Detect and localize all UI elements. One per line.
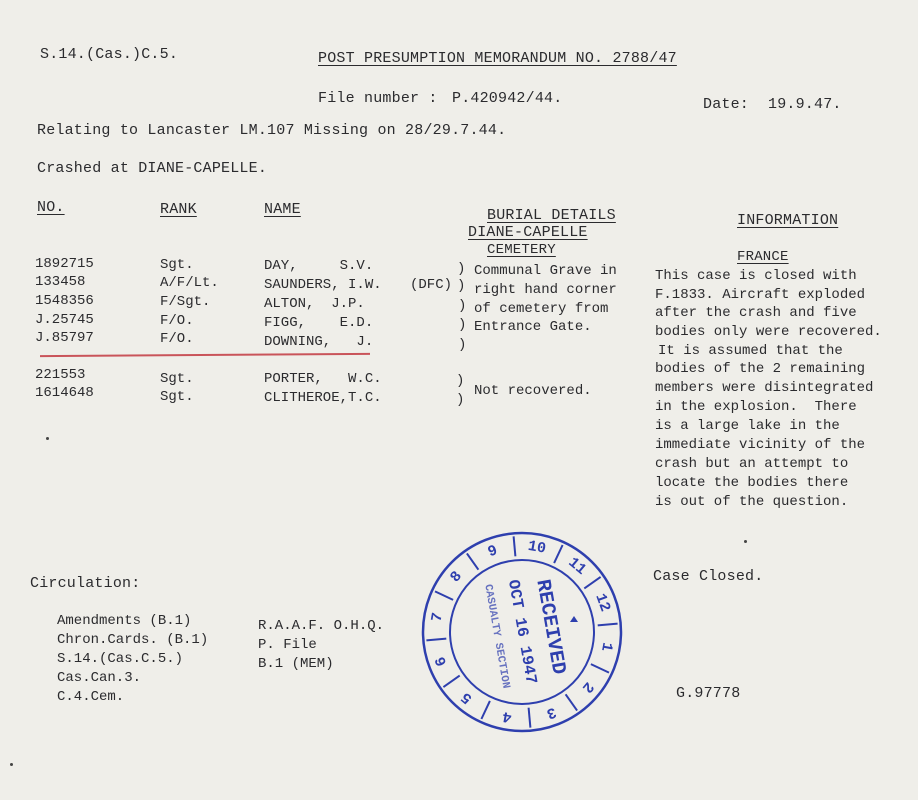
column-heading-name: NAME xyxy=(264,201,301,218)
burial-cemetery-heading: CEMETERY xyxy=(487,242,556,258)
crew-number: J.85797 xyxy=(35,330,94,346)
stamp-divider xyxy=(591,664,609,673)
brace-mark: ) xyxy=(457,278,466,294)
received-stamp xyxy=(420,530,624,734)
circulation-entry: S.14.(Cas.C.5.) xyxy=(57,651,184,667)
brace-mark: ) xyxy=(456,392,465,408)
crew-rank: Sgt. xyxy=(160,389,194,405)
crew-name: FIGG, E.D. xyxy=(264,315,374,331)
crew-name: DOWNING, J. xyxy=(264,334,374,350)
information-line: crash but an attempt to xyxy=(655,456,849,472)
stamp-section: CASUALTY SECTION xyxy=(481,583,512,690)
brace-mark: ) xyxy=(458,337,467,353)
stamp-divider xyxy=(514,536,516,556)
information-line: It is assumed that the xyxy=(658,343,843,359)
crew-name: SAUNDERS, I.W. xyxy=(264,277,382,293)
stamp-hour-numeral: 5 xyxy=(458,688,476,707)
stamp-hour-numeral: 12 xyxy=(591,591,614,615)
information-line: members were disintegrated xyxy=(655,380,874,396)
brace-mark: ) xyxy=(456,373,465,389)
stamp-hour-numeral: 2 xyxy=(578,678,597,696)
stamp-pointer-icon xyxy=(570,616,578,622)
stamp-hour-numeral: 6 xyxy=(432,654,452,669)
date-value: 19.9.47. xyxy=(768,96,842,113)
brace-mark: ) xyxy=(458,317,467,333)
stamp-divider xyxy=(554,545,563,563)
memo-title: POST PRESUMPTION MEMORANDUM NO. 2788/47 xyxy=(318,50,677,67)
information-line: locate the bodies there xyxy=(655,475,849,491)
crew-number: 221553 xyxy=(35,367,86,383)
brace-mark: ) xyxy=(457,261,466,277)
stamp-divider xyxy=(598,624,618,626)
column-heading-burial: BURIAL DETAILS xyxy=(487,207,616,224)
crew-rank: F/O. xyxy=(160,331,194,347)
circulation-entry: B.1 (MEM) xyxy=(258,656,334,672)
crew-number: 1892715 xyxy=(35,256,94,272)
stamp-divider xyxy=(443,676,459,688)
file-number: P.420942/44. xyxy=(452,90,563,107)
column-heading-no: NO. xyxy=(37,199,65,216)
file-number-label: File number : xyxy=(318,90,438,107)
crew-name: ALTON, J.P. xyxy=(264,296,365,312)
speck-mark xyxy=(744,540,747,543)
circulation-entry: Cas.Can.3. xyxy=(57,670,142,686)
stamp-hour-numeral: 3 xyxy=(544,702,559,722)
reference-code: S.14.(Cas.)C.5. xyxy=(40,46,179,63)
stamp-hour-numeral: 10 xyxy=(526,537,548,558)
crew-number: 1548356 xyxy=(35,293,94,309)
stamp-divider xyxy=(467,553,479,569)
circulation-entry: Amendments (B.1) xyxy=(57,613,192,629)
stamp-divider xyxy=(529,708,531,728)
stamp-divider xyxy=(481,701,490,719)
stamp-hour-numeral: 11 xyxy=(564,554,590,579)
stamp-received-word: RECEIVED xyxy=(530,577,570,677)
column-heading-information: INFORMATION xyxy=(737,212,839,229)
stamp-hour-numeral: 9 xyxy=(485,542,500,562)
stamp-hour-numeral: 1 xyxy=(597,640,616,653)
circulation-entry: P. File xyxy=(258,637,317,653)
burial-line: of cemetery from xyxy=(474,301,609,317)
information-line: is a large lake in the xyxy=(655,418,840,434)
circulation-entry: Chron.Cards. (B.1) xyxy=(57,632,209,648)
crew-number: 133458 xyxy=(35,274,86,290)
burial-line: Communal Grave in xyxy=(474,263,617,279)
red-divider-line xyxy=(40,353,370,357)
burial-line: Entrance Gate. xyxy=(474,319,592,335)
column-heading-rank: RANK xyxy=(160,201,197,218)
crew-rank: F/O. xyxy=(160,313,194,329)
circulation-entry: C.4.Cem. xyxy=(57,689,125,705)
speck-mark xyxy=(10,763,13,766)
stamp-hour-numeral: 7 xyxy=(428,611,447,624)
information-line: bodies of the 2 remaining xyxy=(655,361,866,377)
crew-decoration: (DFC) xyxy=(410,277,453,293)
information-line: F.1833. Aircraft exploded xyxy=(655,287,866,303)
crew-rank: Sgt. xyxy=(160,257,194,273)
stamp-divider xyxy=(584,577,600,589)
stamp-divider xyxy=(566,694,578,710)
circulation-entry: R.A.A.F. O.H.Q. xyxy=(258,618,385,634)
crew-rank: A/F/Lt. xyxy=(160,275,219,291)
crew-name: DAY, S.V. xyxy=(264,258,374,274)
brace-mark: ) xyxy=(458,298,467,314)
crew-number: 1614648 xyxy=(35,385,94,401)
case-closed-note: Case Closed. xyxy=(653,568,764,585)
crew-name: CLITHEROE,T.C. xyxy=(264,390,382,406)
crew-name: PORTER, W.C. xyxy=(264,371,382,387)
document-code: G.97778 xyxy=(676,685,741,702)
information-country: FRANCE xyxy=(737,249,789,265)
burial-place: DIANE-CAPELLE xyxy=(468,224,588,241)
burial-line: right hand corner xyxy=(474,282,617,298)
stamp-hour-numeral: 8 xyxy=(447,568,466,586)
circulation-title: Circulation: xyxy=(30,575,141,592)
crew-rank: Sgt. xyxy=(160,371,194,387)
date-label: Date: xyxy=(703,96,750,113)
information-line: immediate vicinity of the xyxy=(655,437,866,453)
stamp-hour-numeral: 4 xyxy=(501,707,514,726)
crew-number: J.25745 xyxy=(35,312,94,328)
stamp-divider xyxy=(435,591,453,600)
information-line: This case is closed with xyxy=(655,268,857,284)
stamp-divider xyxy=(426,639,446,641)
information-line: bodies only were recovered. xyxy=(655,324,882,340)
speck-mark xyxy=(46,437,49,440)
information-line: is out of the question. xyxy=(655,494,849,510)
relating-line: Relating to Lancaster LM.107 Missing on 28/29.7.44. xyxy=(37,122,507,139)
stamp-date: OCT 16 1947 xyxy=(503,578,541,686)
information-line: after the crash and five xyxy=(655,305,857,321)
crew-rank: F/Sgt. xyxy=(160,294,211,310)
information-line: in the explosion. There xyxy=(655,399,857,415)
not-recovered-note: Not recovered. xyxy=(474,383,592,399)
crash-location: Crashed at DIANE-CAPELLE. xyxy=(37,160,268,177)
